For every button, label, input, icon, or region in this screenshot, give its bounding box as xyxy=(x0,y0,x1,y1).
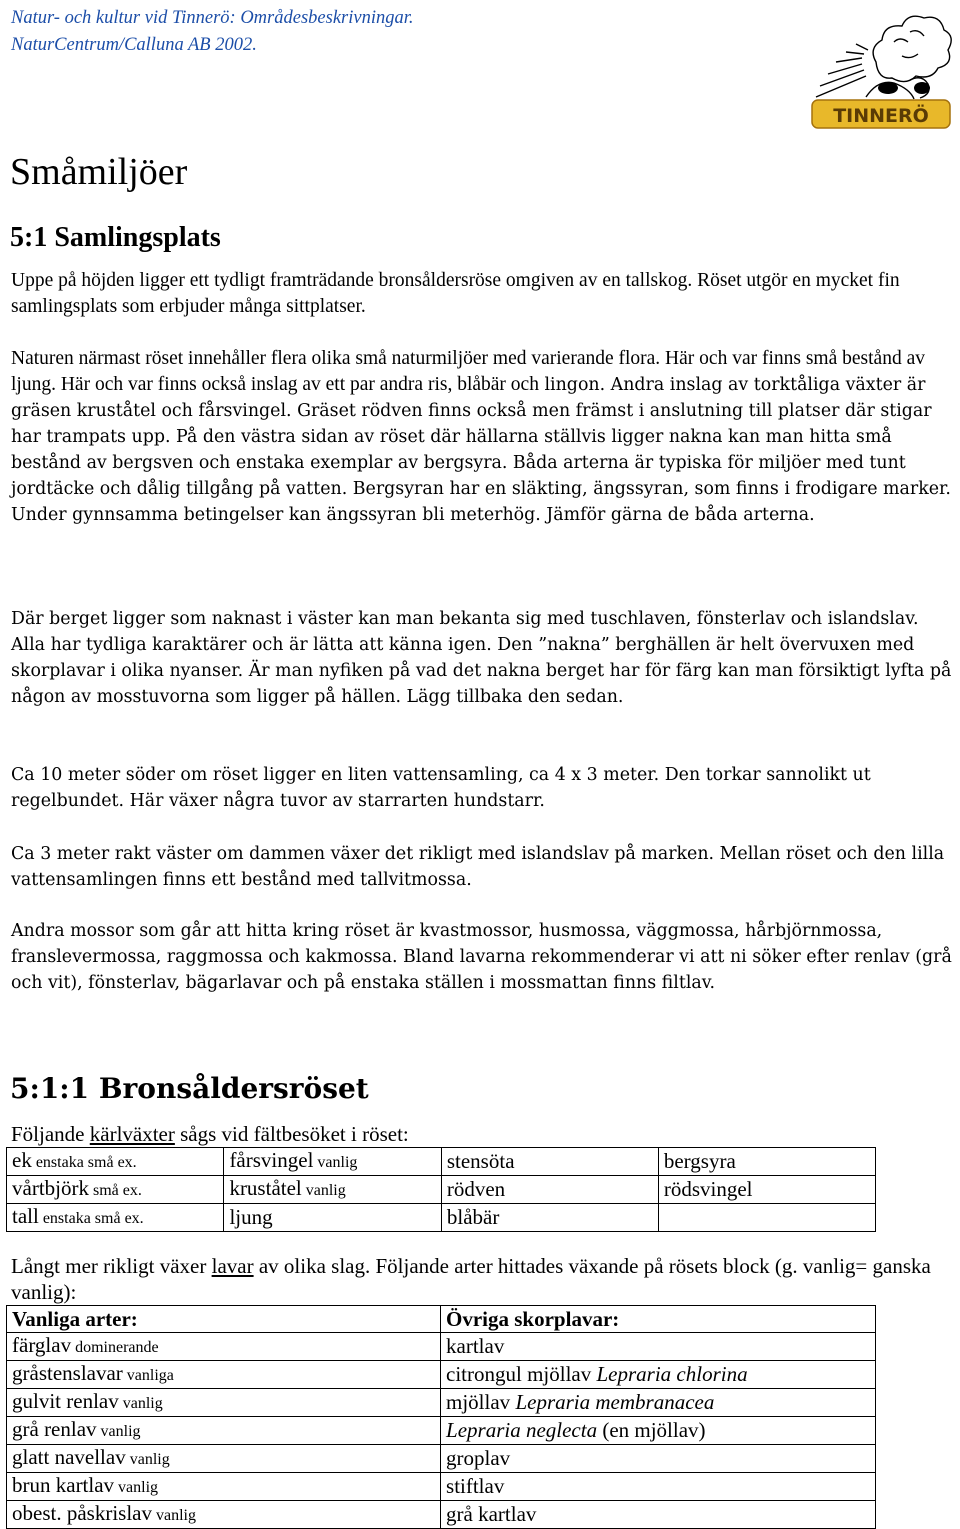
lichens-table xyxy=(6,1305,876,1529)
abundance-note: vanlig xyxy=(151,1507,196,1524)
table-row xyxy=(7,1361,876,1389)
table-cell xyxy=(7,1473,441,1501)
logo-text: TINNERÖ xyxy=(833,105,929,127)
species-name: groplav xyxy=(446,1446,511,1470)
column-header: Övriga skorplavar: xyxy=(441,1306,876,1333)
column-header: Vanliga arter: xyxy=(7,1306,441,1333)
species-name: citrongul mjöllav xyxy=(446,1362,597,1386)
vascular-plants-intro xyxy=(11,1121,409,1147)
species-name: rödven xyxy=(446,1177,506,1201)
header-line-1: Natur- och kultur vid Tinnerö: Områdesbeskrivningar. xyxy=(11,8,414,28)
species-name: obest. påskrislav xyxy=(12,1501,152,1525)
table-cell xyxy=(441,1389,876,1417)
vascular-plants-link[interactable]: kärlväxter xyxy=(89,1122,175,1146)
table-cell xyxy=(7,1361,441,1389)
header-line-2: NaturCentrum/Calluna AB 2002. xyxy=(11,35,257,55)
section-heading-bronsaldersroset: 5:1:1 Bronsåldersröset xyxy=(10,1072,369,1105)
table-cell xyxy=(441,1204,658,1232)
page-title: Småmiljöer xyxy=(10,151,188,193)
species-name: rödsvingel xyxy=(663,1177,753,1201)
table-row xyxy=(7,1417,876,1445)
lichen-rock-paragraph: Där berget ligger som naknast i väster kan man bekanta sig med tuschlaven, fönsterlav och islandslav. Alla har tydliga karaktärer och är lätta att känna igen. Den ”nakna” berghällen är helt övervuxen med skorplavar i olika nyanser. Är man nyfiken på vad det nakna berget har för färg kan man försiktigt lyfta på någon av mosstuvorna som ligger på hällen. Lägg tillbaka den sedan. xyxy=(11,609,952,707)
species-name: (en mjöllav) xyxy=(597,1418,706,1442)
species-name: Lepraria neglecta xyxy=(446,1418,598,1442)
table-cell xyxy=(7,1445,441,1473)
species-name: glatt navellav xyxy=(12,1445,126,1469)
species-name: gulvit renlav xyxy=(12,1389,119,1413)
species-name: kruståtel xyxy=(229,1176,302,1200)
abundance-note: vanlig xyxy=(118,1395,163,1412)
table-cell xyxy=(7,1204,224,1232)
table-row xyxy=(7,1445,876,1473)
table-cell xyxy=(441,1445,876,1473)
table-cell xyxy=(7,1148,224,1176)
species-name: grå kartlav xyxy=(446,1502,537,1526)
islandslav-paragraph: Ca 3 meter rakt väster om dammen växer det rikligt med islandslav på marken. Mellan röset och den lilla vattensamlingen finns ett bestånd med tallvitmossa. xyxy=(11,844,945,890)
abundance-note: små ex. xyxy=(88,1182,142,1199)
table-row xyxy=(7,1389,876,1417)
section-heading-samlingsplats: 5:1 Samlingsplats xyxy=(10,222,221,253)
table-cell xyxy=(7,1501,441,1529)
vascular-intro-text: Följande xyxy=(11,1122,90,1146)
table-cell xyxy=(441,1148,658,1176)
species-name: stensöta xyxy=(446,1149,515,1173)
intro-paragraph: Uppe på höjden ligger ett tydligt framträdande bronsåldersröse omgiven av en tallskog. Röset utgör en mycket fin samlingsplats som erbjuder många sittplatser. xyxy=(11,270,900,317)
species-name: brun kartlav xyxy=(12,1473,115,1497)
species-name: kartlav xyxy=(446,1334,505,1358)
species-name: Lepraria chlorina xyxy=(596,1362,748,1386)
table-cell xyxy=(7,1176,224,1204)
table-cell xyxy=(441,1333,876,1361)
abundance-note: vanlig xyxy=(114,1479,159,1496)
table-header-row xyxy=(7,1306,876,1333)
lichens-intro xyxy=(11,1253,956,1305)
table-row xyxy=(7,1473,876,1501)
pond-paragraph: Ca 10 meter söder om röset ligger en liten vattensamling, ca 4 x 3 meter. Den torkar sannolikt ut regelbundet. Här växer några tuvor av starrarten hundstarr. xyxy=(11,765,871,811)
table-row xyxy=(7,1148,876,1176)
table-cell xyxy=(441,1501,876,1529)
species-name: vårtbjörk xyxy=(12,1176,89,1200)
abundance-note: enstaka små ex. xyxy=(31,1154,137,1171)
vascular-plants-table xyxy=(6,1147,876,1232)
species-name: grå renlav xyxy=(12,1417,97,1441)
tinnero-logo xyxy=(806,2,954,132)
abundance-note: vanlig xyxy=(96,1423,141,1440)
abundance-note: enstaka små ex. xyxy=(38,1210,144,1227)
table-cell xyxy=(224,1148,441,1176)
flora-paragraph-part-2: lingon. Andra inslag av torktåliga växter är gräsen kruståtel och fårsvingel. Gräset rödven finns också men främst i anslutning till platser där stigar har trampats upp. På den västra sidan av röset där hällarna ställvis ligger nakna kan man hitta små bestånd av bergsven och enstaka exemplar av bergsyra. Båda arterna är typiska för miljöer med tunt jordtäcke och dålig tillgång på vatten. Bergsyran har en släkting, ängssyran, som finns i frodigare marker. Under gynnsamma betingelser kan ängssyran bli meterhög. Jämför gärna de båda arterna. xyxy=(11,375,951,525)
table-row xyxy=(7,1501,876,1529)
species-name: blåbär xyxy=(446,1205,500,1229)
abundance-note: vanliga xyxy=(122,1367,174,1384)
table-cell xyxy=(441,1176,658,1204)
abundance-note: dominerande xyxy=(71,1339,159,1356)
lichens-link[interactable]: lavar xyxy=(211,1254,254,1278)
table-cell xyxy=(7,1389,441,1417)
table-row xyxy=(7,1333,876,1361)
abundance-note: vanlig xyxy=(313,1154,358,1171)
table-row xyxy=(7,1176,876,1204)
table-cell xyxy=(7,1333,441,1361)
running-header xyxy=(11,5,414,59)
species-name: stiftlav xyxy=(446,1474,505,1498)
table-cell xyxy=(441,1473,876,1501)
table-cell xyxy=(224,1176,441,1204)
species-name: mjöllav xyxy=(446,1390,516,1414)
lichens-intro-text-end: av olika slag. Följande arter hittades växande på rösets block (g. vanlig= ganska vanlig): xyxy=(11,1254,931,1304)
mosses-paragraph: Andra mossor som går att hitta kring röset är kvastmossor, husmossa, väggmossa, hårbjörnmossa, franslevermossa, raggmossa och kakmossa. Bland lavarna rekommenderar vi att ni söker efter renlav (grå och vit), fönsterlav, bägarlavar och på enstaka ställen i mossmattan finns filtlav. xyxy=(11,921,952,993)
table-cell xyxy=(658,1204,875,1232)
table-cell xyxy=(441,1361,876,1389)
abundance-note: vanlig xyxy=(301,1182,346,1199)
table-cell xyxy=(658,1148,875,1176)
species-name: gråstenslavar xyxy=(12,1361,123,1385)
species-name: ek xyxy=(12,1148,32,1172)
table-cell xyxy=(7,1417,441,1445)
vascular-intro-text-end: sågs vid fältbesöket i röset: xyxy=(174,1122,409,1146)
species-name: tall xyxy=(12,1204,39,1228)
species-name: ljung xyxy=(229,1205,273,1229)
table-row xyxy=(7,1204,876,1232)
abundance-note: vanlig xyxy=(125,1451,170,1468)
species-name: fårsvingel xyxy=(229,1148,314,1172)
flora-paragraph xyxy=(11,346,956,528)
species-name: Lepraria membranacea xyxy=(515,1390,715,1414)
flora-paragraph-part-1: Naturen närmast röset innehåller flera olika små naturmiljöer med varierande flora. Här och var finns små bestånd av ljung. Här och var finns också inslag av ett par andra ris, blåbär och xyxy=(11,348,925,395)
table-cell xyxy=(658,1176,875,1204)
table-cell xyxy=(224,1204,441,1232)
species-name: bergsyra xyxy=(663,1149,736,1173)
species-name: färglav xyxy=(12,1333,72,1357)
lichens-intro-text: Långt mer rikligt växer xyxy=(11,1254,212,1278)
table-cell xyxy=(441,1417,876,1445)
